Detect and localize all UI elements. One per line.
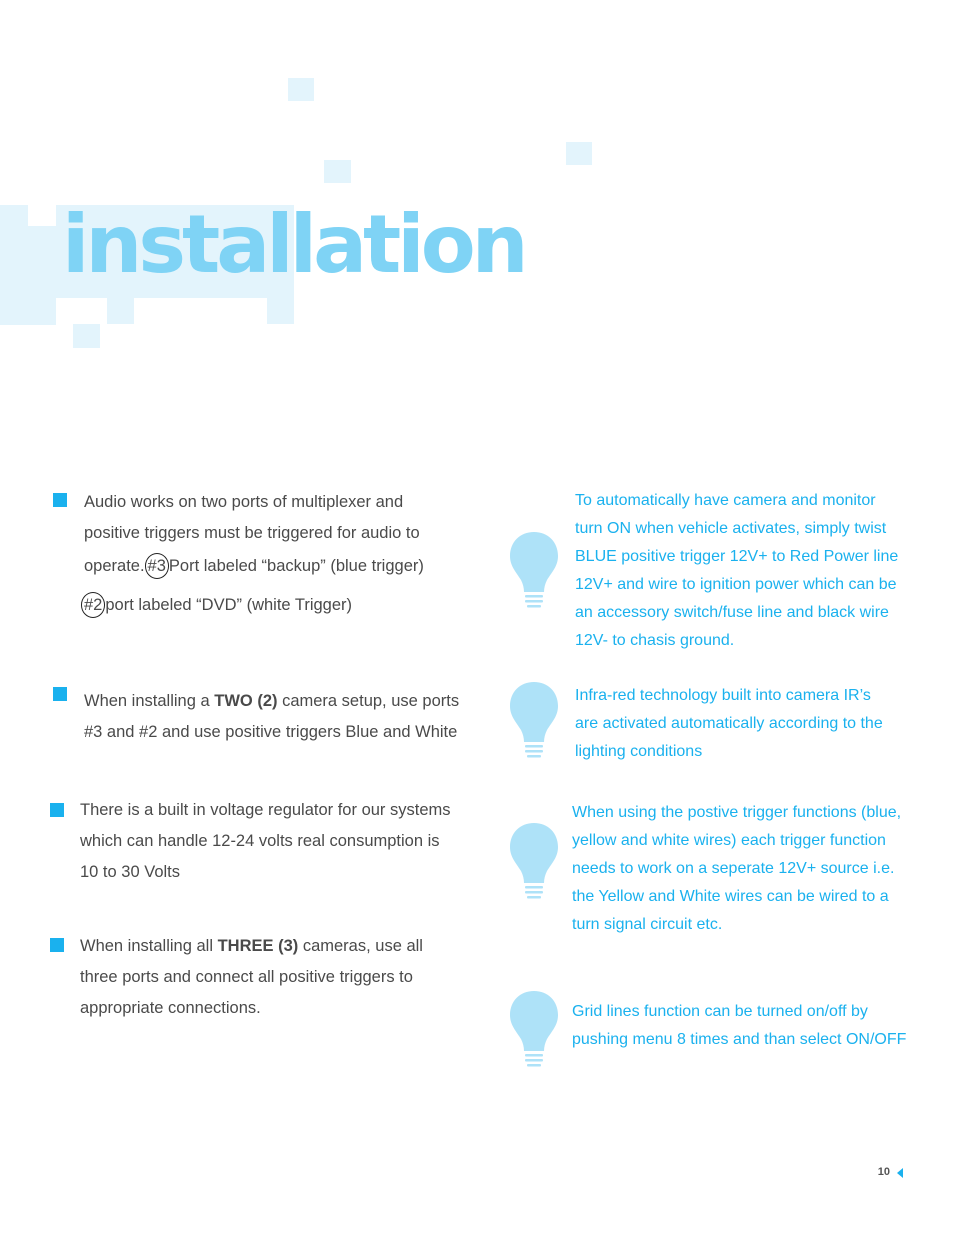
- text-line: an accessory switch/fuse line and black wire: [575, 604, 889, 621]
- left-item-two-cameras: [84, 686, 459, 748]
- text-line: the Yellow and White wires can be wired to a: [572, 888, 889, 905]
- text-line: are activated automatically according to the: [575, 715, 883, 732]
- lightbulb-icon: [509, 530, 559, 610]
- text-line: turn ON when vehicle activates, simply twist: [575, 520, 887, 537]
- text-fragment: cameras, use all: [298, 937, 423, 955]
- square-bullet-icon: [53, 687, 67, 701]
- text-fragment: When installing a: [84, 692, 215, 710]
- square-bullet-icon: [53, 493, 67, 507]
- port-number-circle: #2: [81, 592, 105, 618]
- text-line: [84, 551, 424, 582]
- triangle-left-icon: [897, 1168, 903, 1178]
- decor-square: [566, 142, 592, 165]
- decor-square: [73, 324, 100, 348]
- decor-square: [267, 298, 294, 324]
- emphasis: THREE (3): [217, 937, 299, 955]
- page-number: 10: [877, 1166, 890, 1178]
- lightbulb-icon: [509, 989, 559, 1069]
- text-line: #3 and #2 and use positive triggers Blue and White: [84, 723, 458, 741]
- text-fragment: operate.: [84, 557, 145, 575]
- text-fragment: When installing all: [80, 937, 218, 955]
- left-item-audio: [84, 487, 424, 621]
- lightbulb-icon: [509, 821, 559, 901]
- decor-square: [107, 298, 134, 324]
- decor-block: [28, 226, 56, 325]
- tip-grid-lines: [572, 998, 906, 1054]
- left-item-three-cameras: [80, 931, 423, 1024]
- decor-square: [288, 78, 314, 101]
- text-line: There is a built in voltage regulator for our systems: [80, 801, 451, 819]
- lightbulb-icon: [509, 680, 559, 760]
- text-line: [80, 931, 423, 962]
- decor-block: [0, 205, 28, 325]
- tip-positive-triggers: [572, 799, 901, 939]
- left-item-voltage: [80, 795, 451, 888]
- text-line: turn signal circuit etc.: [572, 916, 723, 933]
- text-line: which can handle 12-24 volts real consumption is: [80, 832, 440, 850]
- text-fragment: camera setup, use ports: [277, 692, 460, 710]
- text-line: pushing menu 8 times and than select ON/OFF: [572, 1031, 907, 1048]
- decor-square: [324, 160, 351, 183]
- text-line: 12V- to chasis ground.: [575, 632, 735, 649]
- tip-infrared: [575, 682, 883, 766]
- text-line: 12V+ and wire to ignition power which can be: [575, 576, 897, 593]
- text-line: needs to work on a seperate 12V+ source i.e.: [572, 860, 895, 877]
- square-bullet-icon: [50, 803, 64, 817]
- text-line: 10 to 30 Volts: [80, 863, 180, 881]
- text-fragment: Port labeled “backup” (blue trigger): [168, 557, 424, 575]
- text-line: When using the postive trigger functions (blue,: [572, 804, 902, 821]
- square-bullet-icon: [50, 938, 64, 952]
- text-line: three ports and connect all positive triggers to: [80, 968, 413, 986]
- text-line: positive triggers must be triggered for audio to: [84, 524, 420, 542]
- text-line: appropriate connections.: [80, 999, 261, 1017]
- text-line: BLUE positive trigger 12V+ to Red Power line: [575, 548, 899, 565]
- text-line: To automatically have camera and monitor: [575, 492, 876, 509]
- text-line: Audio works on two ports of multiplexer and: [84, 493, 404, 511]
- text-line: [81, 590, 424, 621]
- text-line: Infra-red technology built into camera IR’s: [575, 687, 871, 704]
- text-line: lighting conditions: [575, 743, 703, 760]
- emphasis: TWO (2): [214, 692, 278, 710]
- port-number-circle: #3: [145, 553, 169, 579]
- tip-auto-on: [575, 487, 898, 655]
- text-line: yellow and white wires) each trigger function: [572, 832, 886, 849]
- page-title: installation: [62, 198, 525, 291]
- text-line: [84, 686, 459, 717]
- text-fragment: port labeled “DVD” (white Trigger): [105, 596, 353, 614]
- text-line: Grid lines function can be turned on/off by: [572, 1003, 868, 1020]
